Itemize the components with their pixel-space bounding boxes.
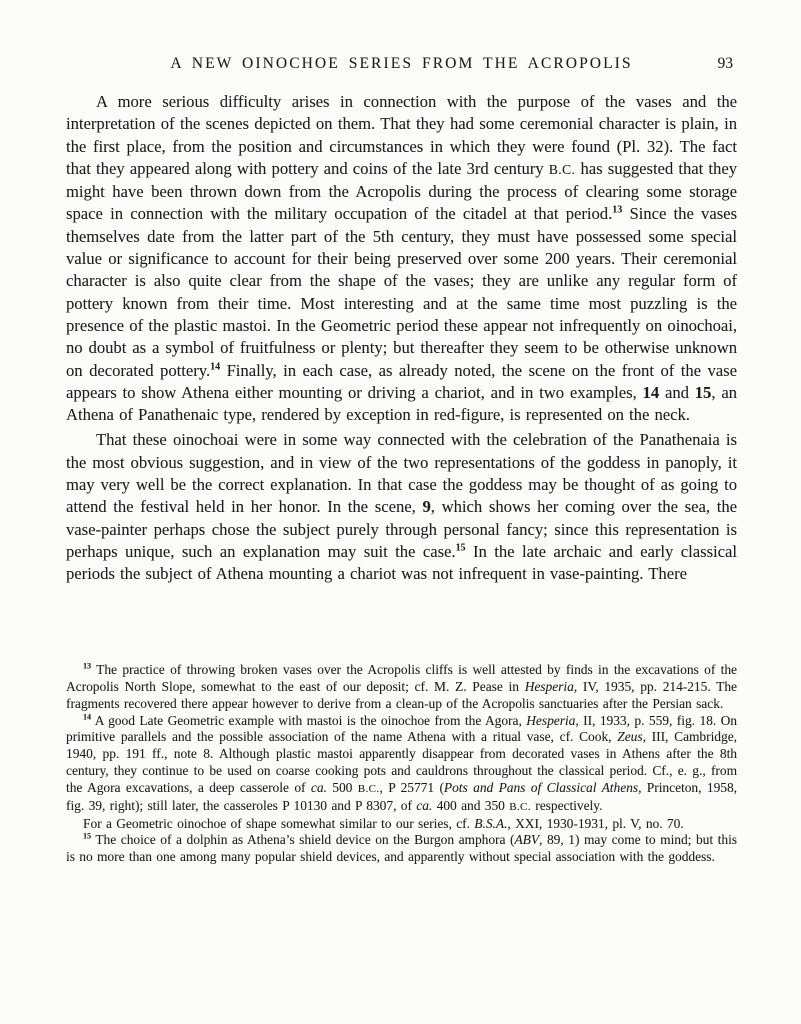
body-text: [66, 91, 737, 586]
footnote-13: $^{13}$ The practice of throwing broken vases over the Acropolis cliffs is well attested by finds in the excavations of the Acropolis North Slope, somewhat to the east of our deposit; cf. M. Z. Pease in Hesperia, IV, 1935, pp. 214-215. The fragments recovered there appear however to derive from a clean-up of the Acropolis sanctuaries after the Persian sack.: [66, 661, 737, 711]
footnotes: [66, 662, 737, 866]
body-paragraph-2: That these oinochoai were in some way connected with the celebration of the Panathenaia is the most obvious suggestion, and in view of the two representations of the goddess in panoply, it may very well be the correct explanation. In that case the goddess may be thought of as going to attend the festival held in her honor. In the scene, 9, which shows her coming over the sea, the vase-painter perhaps chose the subject purely through personal fancy; since this representation is perhaps unique, such an explanation may suit the case.$^{15}$ In the late archaic and early classical periods the subject of Athena mounting a chariot was not infrequent in vase-painting. There: [66, 430, 737, 584]
page-header: [66, 55, 737, 75]
footnote-15: $^{15}$ The choice of a dolphin as Athena’s shield device on the Burgon amphora (ABV, 89, 1) may come to mind; but this is no more than one among many popular shield devices, and apparently without special association with the goddess.: [66, 831, 738, 865]
body-paragraph-1: A more serious difficulty arises in connection with the purpose of the vases and the interpretation of the scenes depicted on them. That they had some ceremonial character is plain, in the first place, from the position and circumstances in which they were found (Pl. 32). The fact that they appeared along with pottery and coins of the late 3rd century B.C. has suggested that they might have been thrown down from the Acropolis during the process of clearing some storage space in connection with the military occupation of the citadel at that period.$^{13}$ Since the vases themselves date from the latter part of the 5th century, they must have possessed some special value or significance to account for their being preserved over some 200 years. Their ceremonial character is also quite clear from the shape of the vases; they are unlike any regular form of pottery known from their time. Most interesting and at the same time most puzzling is the presence of the plastic mastoi. In the Geometric period these appear not infrequently on oinochoai, no doubt as a symbol of fruitfulness or plenty; but thereafter they seem to be otherwise unknown on decorated pottery.$^{14}$ Finally, in each case, as already noted, the scene on the front of the vase appears to show Athena either mounting or driving a chariot, and in two examples, 14 and 15, an Athena of Panathenaic type, rendered by exception in red-figure, is represented on the neck.: [66, 92, 738, 425]
running-title: A NEW OINOCHOE SERIES FROM THE ACROPOLIS: [170, 55, 633, 72]
page-number: 93: [717, 55, 733, 72]
footnote-14-continued: For a Geometric oinochoe of shape somewhat similar to our series, cf. B.S.A., XXI, 1930-1931, pl. V, no. 70.: [83, 815, 684, 831]
footnote-14: $^{14}$ A good Late Geometric example with mastoi is the oinochoe from the Agora, Hesperia, II, 1933, p. 559, fig. 18. On primitive parallels and the possible association of the name Athena with a ritual vase, cf. Cook, Zeus, III, Cambridge, 1940, pp. 191 ff., note 8. Although plastic mastoi apparently disappear from decorated vases in Athens after the 8th century, they continue to be used on coarse cooking pots and cauldrons throughout the classical period. Cf., e. g., from the Agora excavations, a deep casserole of ca. 500 B.C., P 25771 (Pots and Pans of Classical Athens, Princeton, 1958, fig. 39, right); still later, the casseroles P 10130 and P 8307, of ca. 400 and 350 B.C. respectively.: [66, 712, 738, 813]
